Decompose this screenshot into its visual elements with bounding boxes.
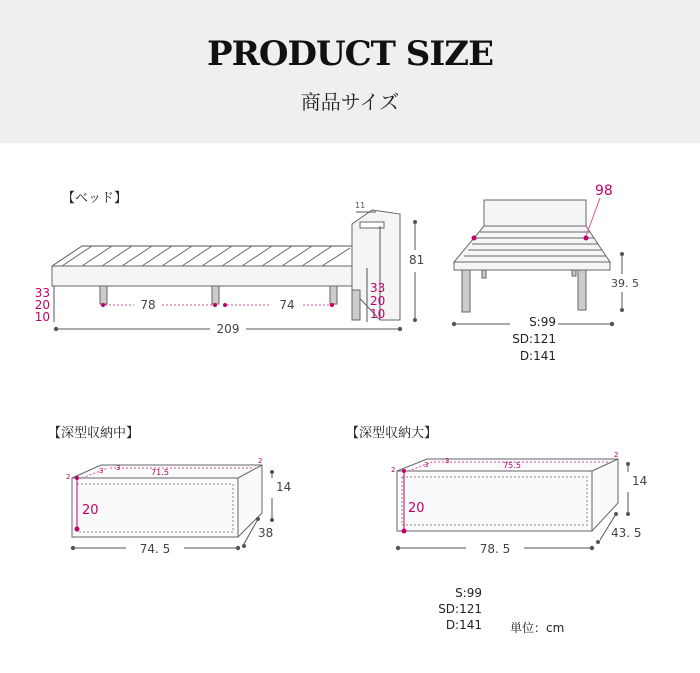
bottom-width-d: D:141 bbox=[445, 618, 482, 632]
front-leg bbox=[578, 270, 586, 310]
side-height-mark: 10 bbox=[34, 310, 50, 324]
bed-front-view bbox=[452, 183, 639, 363]
bed-side-slats bbox=[52, 246, 352, 266]
drawer-medium-inner-width: 71.5 bbox=[151, 468, 169, 477]
bed-leg bbox=[330, 286, 337, 304]
drawer-large-front-height: 20 bbox=[408, 501, 425, 516]
drawer-large-height: 14 bbox=[632, 474, 648, 488]
drawer-large-mark: 3 bbox=[424, 461, 429, 469]
drawer-large bbox=[391, 451, 647, 556]
drawer-medium-front-height: 20 bbox=[82, 503, 99, 518]
drawer-large-label: 【深型収納大】 bbox=[346, 426, 438, 441]
drawer-large-inner-width: 75.5 bbox=[503, 461, 521, 470]
side-height-mark: 20 bbox=[34, 298, 50, 312]
headboard-depth: 11 bbox=[355, 201, 366, 210]
bottom-width-list bbox=[420, 585, 482, 633]
bed-leg bbox=[352, 290, 360, 320]
drawer-medium-height: 14 bbox=[276, 480, 292, 494]
side-height-mark: 33 bbox=[34, 286, 50, 300]
drawer-large-mark: 2 bbox=[391, 466, 396, 474]
drawer-medium-width: 74. 5 bbox=[139, 542, 171, 556]
drawer-medium-mark: 3 bbox=[116, 464, 121, 472]
bed-leg bbox=[212, 286, 219, 304]
drawer-medium-mark: 3 bbox=[99, 467, 104, 475]
front-headboard bbox=[484, 200, 586, 226]
drawer-medium-label: 【深型収納中】 bbox=[48, 426, 140, 441]
bed-side-view bbox=[35, 201, 425, 336]
bed-leg bbox=[100, 286, 107, 304]
drawer-large-mark: 3 bbox=[445, 457, 450, 465]
side-height-mark: 33 bbox=[370, 281, 386, 295]
front-rail bbox=[454, 262, 610, 270]
leg-height: 39. 5 bbox=[611, 277, 639, 290]
page-subtitle: 商品サイズ bbox=[300, 90, 400, 114]
headboard-height: 98 bbox=[595, 183, 613, 199]
drawer-large-depth: 43. 5 bbox=[611, 526, 642, 540]
drawer-medium-mark: 2 bbox=[66, 473, 71, 481]
bed-section-label: 【ベッド】 bbox=[62, 191, 128, 206]
bed-width-s: S:99 bbox=[529, 315, 556, 329]
drawer-large-width: 78. 5 bbox=[479, 542, 511, 556]
drawer-medium-depth: 38 bbox=[258, 526, 274, 540]
bottom-width-s: S:99 bbox=[455, 586, 482, 600]
drawer-medium bbox=[66, 457, 291, 556]
drawer-medium-mark: 2 bbox=[258, 457, 263, 465]
bed-side-frame bbox=[52, 266, 352, 286]
unit-label: 単位：cm bbox=[510, 621, 565, 635]
bed-total-height: 81 bbox=[409, 253, 425, 267]
leg-span-right: 74 bbox=[279, 298, 295, 312]
leg-span-left: 78 bbox=[140, 298, 156, 312]
bed-width-sd: SD:121 bbox=[512, 332, 556, 346]
bed-width-d: D:141 bbox=[519, 349, 556, 363]
side-height-mark: 10 bbox=[370, 307, 386, 321]
bottom-width-sd: SD:121 bbox=[438, 602, 482, 616]
drawer-large-mark: 2 bbox=[614, 451, 619, 459]
page-title: PRODUCT SIZE bbox=[207, 34, 493, 74]
front-leg bbox=[462, 270, 470, 312]
bed-total-length: 209 bbox=[216, 322, 240, 336]
side-height-mark: 20 bbox=[370, 294, 386, 308]
